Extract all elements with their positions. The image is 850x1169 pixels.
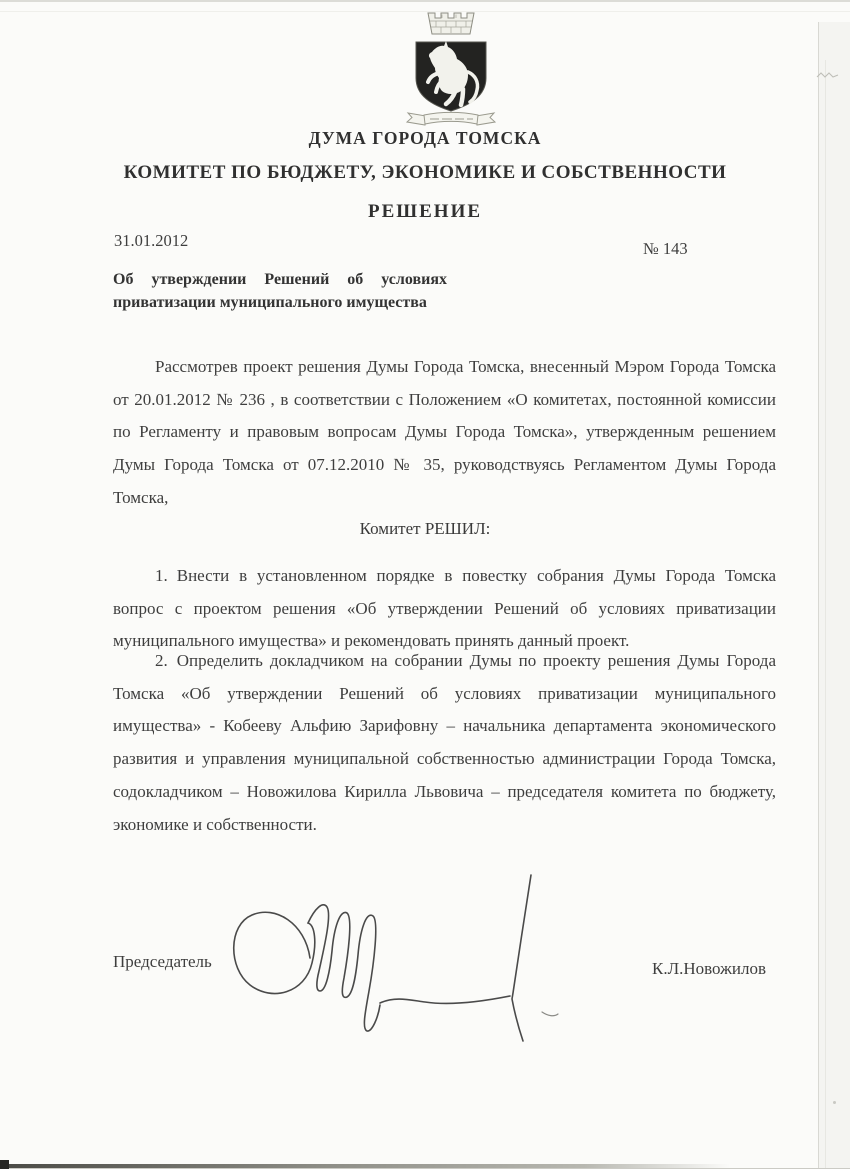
- committee-title: КОМИТЕТ ПО БЮДЖЕТУ, ЭКОНОМИКЕ И СОБСТВЕННОСТИ: [123, 162, 727, 183]
- organization-title: ДУМА ГОРОДА ТОМСКА: [308, 128, 542, 148]
- scan-mark: [816, 69, 842, 81]
- tomsk-coat-of-arms-icon: [396, 6, 506, 130]
- document-type-title: РЕШЕНИЕ: [367, 201, 483, 222]
- signature-title: Председатель: [113, 952, 212, 971]
- paper-edge-line-2: [825, 60, 826, 1169]
- item-2-number: 2.: [155, 651, 168, 670]
- item-2-text: Определить докладчиком на собрании Думы по проекту решения Думы Города Томска «Об утверждении Решений об условиях приватизации муниципального имущества» - Кобееву Альфию Зарифовну – начальника департамента экономического развития и управления муниципальной собственностью администрации Города Томска, содокладчиком – Новожилова Кирилла Львовича – председателя комитета по бюджету, экономике и собственности.: [113, 651, 776, 834]
- signatory-name: К.Л.Новожилов: [652, 959, 766, 978]
- document-subject: Об утверждении Решений об условиях приватизации муниципального имущества: [113, 271, 447, 311]
- handwritten-signature: [220, 863, 580, 1048]
- scan-edge-bottom-band: [0, 1164, 730, 1168]
- item-1-text: Внести в установленном порядке в повестку собрания Думы Города Томска вопрос с проектом решения «Об утверждении Решений об условиях приватизации муниципального имущества» и рекомендовать принять данный проект.: [113, 566, 776, 651]
- resolution-item-2: [113, 645, 776, 841]
- resolution-heading: Комитет РЕШИЛ:: [359, 519, 491, 538]
- document-number: № 143: [643, 239, 688, 258]
- preamble-paragraph: Рассмотрев проект решения Думы Города Томска, внесенный Мэром Города Томска от 20.01.2012 № 236 , в соответствии с Положением «О комитетах, постоянной комиссии по Регламенту и правовым вопросам Думы Города Томска», утвержденным решением Думы Города Томска от 07.12.2010 № 35, руководствуясь Регламентом Думы Города Томска,: [113, 357, 776, 507]
- resolution-item-1: [113, 560, 776, 658]
- item-1-number: 1.: [155, 566, 168, 585]
- paper-edge-line: [818, 22, 819, 1169]
- scan-corner-blob: [0, 1160, 9, 1169]
- document-date: 31.01.2012: [114, 231, 189, 250]
- scan-edge-top: [0, 0, 850, 2]
- scan-speck: [833, 1101, 836, 1104]
- scan-margin-right: [819, 22, 850, 1169]
